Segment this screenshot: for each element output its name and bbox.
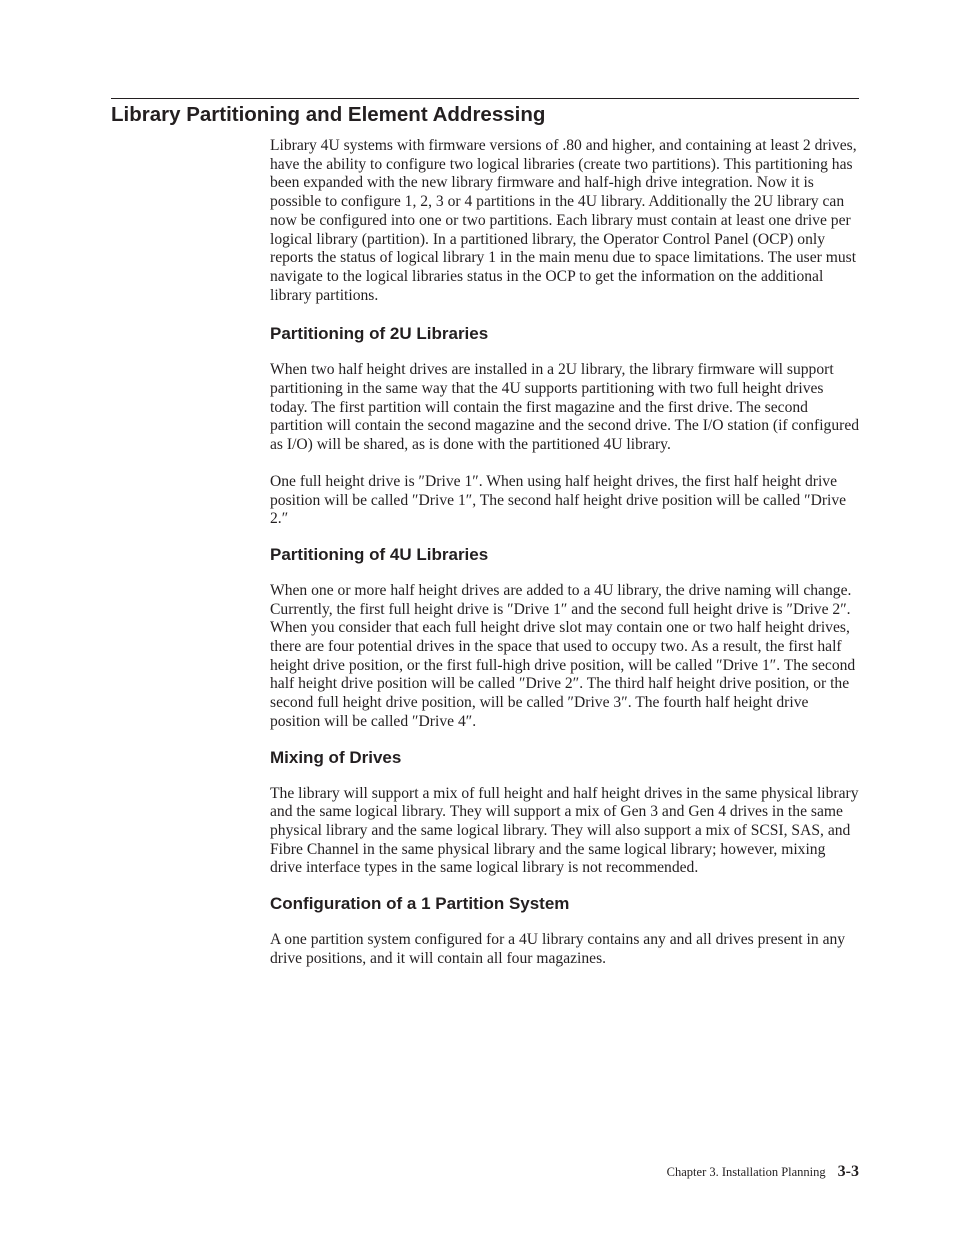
section-body — [270, 137, 860, 969]
paragraph-2u-2: One full height drive is ″Drive 1″. When using half height drives, the first half height drive position will be called ″Drive 1″, The second half height drive position will be called ″Drive 2.″ — [270, 472, 847, 528]
page-footer — [667, 1162, 859, 1182]
heading-1-partition: Configuration of a 1 Partition System — [270, 894, 570, 914]
paragraph-2u-1: When two half height drives are installed in a 2U library, the library firmware will support partitioning in the same way that the 4U supports partitioning with two full height drives today. The first partition will contain the first magazine and the first drive. The second partition will contain the second magazine and the second drive. The I/O station (if configured as I/O) will be shared, as is done with the partitioned 4U library. — [270, 361, 860, 454]
intro-paragraph: Library 4U systems with firmware versions of .80 and higher, and containing at least 2 drives, have the ability to configure two logical libraries (create two partitions). This partitioning has been expanded with the new library firmware and half-high drive integration. Now it is possible to configure 1, 2, 3 or 4 partitions in the 4U library. Additionally the 2U library can now be configured into one or two partitions. Each library must contain at least one drive per logical library (partition). In a partitioned library, the Operator Control Panel (OCP) only reports the status of logical library 1 in the main menu due to space limitations. The user must navigate to the logical libraries status in the OCP to get the information on the additional library partitions. — [270, 137, 857, 304]
page-number: 3-3 — [837, 1163, 859, 1180]
heading-mixing-drives: Mixing of Drives — [270, 747, 402, 767]
heading-partitioning-4u: Partitioning of 4U Libraries — [270, 544, 489, 564]
section-title: Library Partitioning and Element Addressing — [111, 103, 546, 126]
footer-chapter: Chapter 3. Installation Planning — [666, 1165, 826, 1179]
heading-partitioning-2u: Partitioning of 2U Libraries — [270, 324, 489, 344]
paragraph-mixing-1: The library will support a mix of full height and half height drives in the same physical library and the same logical library. They will support a mix of Gen 3 and Gen 4 drives in the same physical library and the same logical library. They will also support a mix of SCSI, SAS, and Fibre Channel in the same physical library and the same logical library; however, mixing drive interface types in the same logical library is not recommended. — [270, 784, 859, 877]
section-rule — [111, 98, 859, 99]
paragraph-1-partition-1: A one partition system configured for a 4U library contains any and all drives present in any drive positions, and it will contain all four magazines. — [270, 931, 846, 967]
paragraph-4u-1: When one or more half height drives are added to a 4U library, the drive naming will change. Currently, the first full height drive is ″Drive 1″ and the second full height drive is ″Drive 2″. When you consider that each full height drive slot may contain one or two half height drives, there are four potential drives in the space that used to occupy two. As a result, the first half height drive position, or the first full-high drive position, will be called ″Drive 1″. The second half height drive position will be called ″Drive 2″. The third half height drive position, or the second full height drive position, will be called ″Drive 3″. The fourth half height drive position will be called ″Drive 4″. — [270, 581, 856, 730]
